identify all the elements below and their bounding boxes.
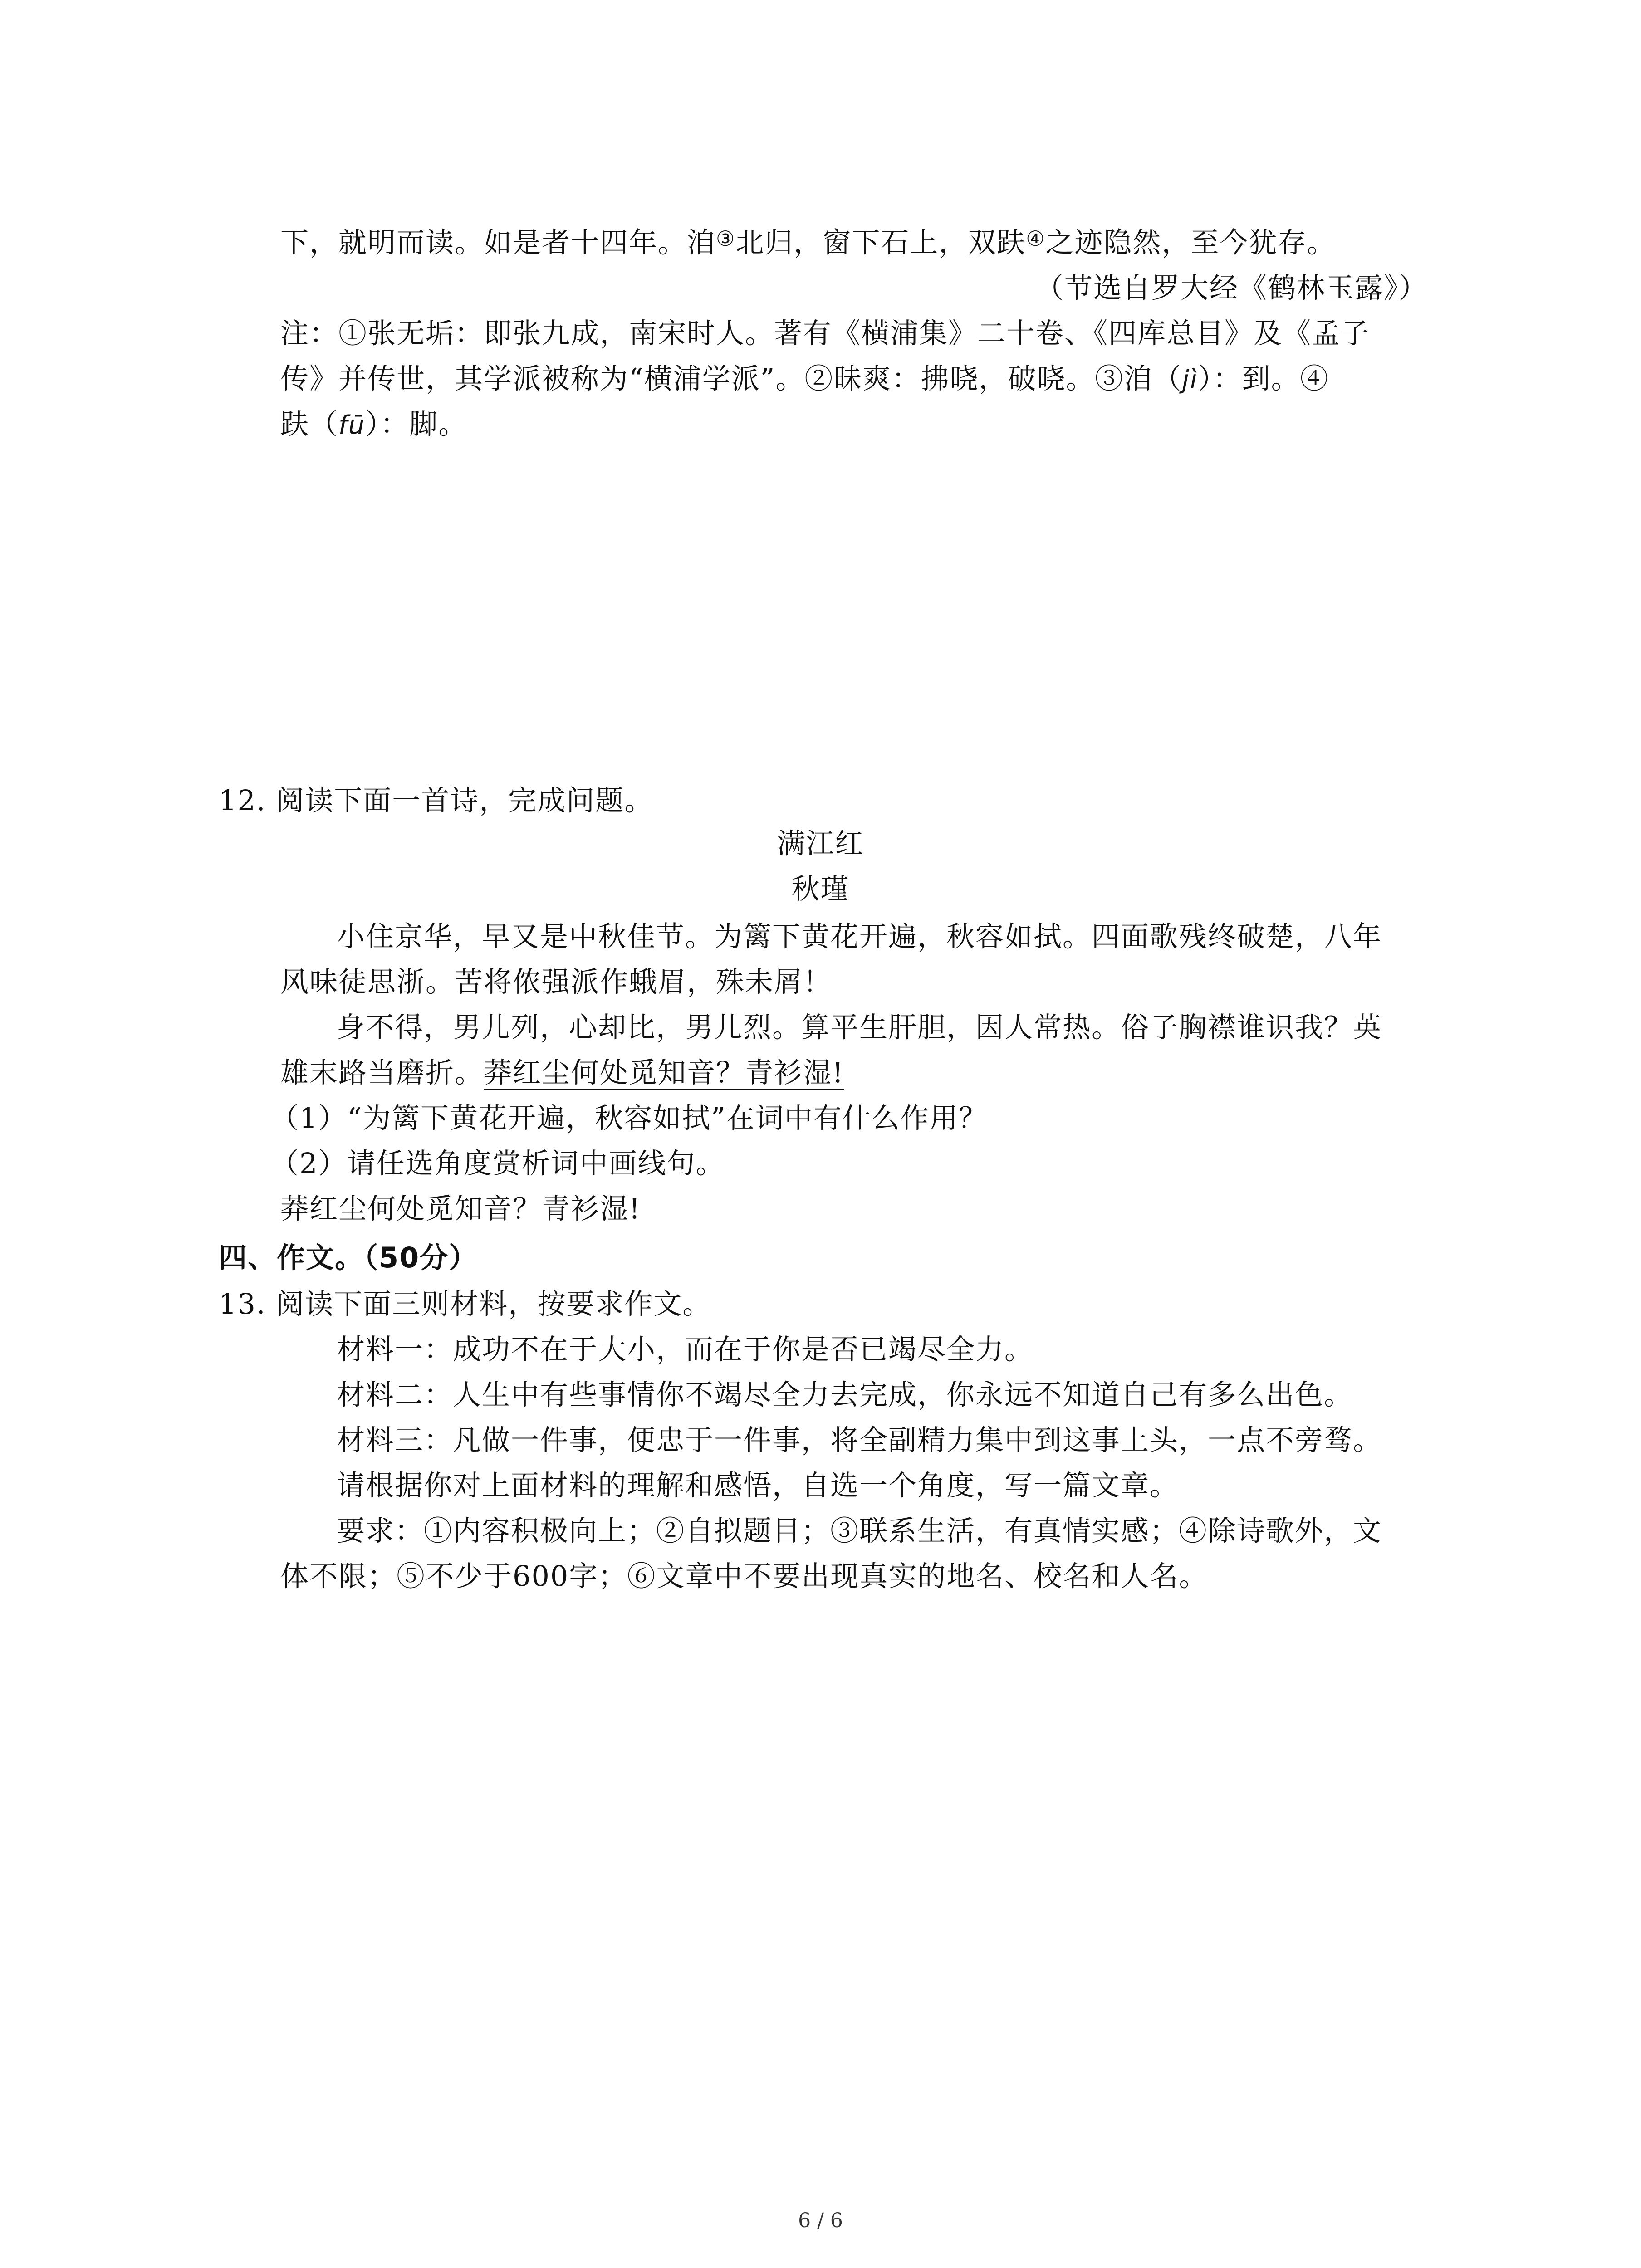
pinyin-fu: fū: [338, 411, 366, 440]
question-13-prompt: 13. 阅读下面三则材料，按要求作文。: [219, 1287, 712, 1320]
material-2: 材料二：人生中有些事情你不竭尽全力去完成，你永远不知道自己有多么出色。: [337, 1378, 1353, 1411]
notes-text: ）：到。④: [1198, 362, 1329, 395]
notes-line-3: [280, 404, 467, 446]
poem-stanza1-line2: 风味徒思浙。苦将侬强派作蛾眉，殊未屑！: [280, 965, 833, 998]
passage-text-segment: 之迹隐然，至今犹存。: [1045, 226, 1336, 259]
notes-text: 趺（: [280, 407, 339, 440]
poem-title: 满江红: [777, 827, 864, 860]
question-12-prompt: 12. 阅读下面一首诗，完成问题。: [219, 784, 654, 817]
essay-instruction: 请根据你对上面材料的理解和感悟，自选一个角度，写一篇文章。: [337, 1469, 1179, 1502]
question-12-sub2-quote: 莽红尘何处觅知音？青衫湿!: [280, 1192, 641, 1225]
footnote-marker: ④: [1026, 226, 1046, 251]
poem-author: 秋瑾: [791, 872, 850, 905]
footnote-marker: ③: [716, 226, 736, 251]
question-12-sub2: （2）请任选角度赏析词中画线句。: [270, 1147, 725, 1180]
notes-text: ）：脚。: [365, 407, 468, 440]
passage-text-segment: 下，就明而读。如是者十四年。洎: [280, 226, 716, 259]
passage-text-segment: 北归，窗下石上，双趺: [735, 226, 1026, 259]
notes-text: 传》并传世，其学派被称为“横浦学派”。②昧爽：拂晓，破晓。③洎（: [280, 362, 1182, 395]
notes-line-2: [280, 358, 1329, 401]
pinyin-ji: jì: [1182, 365, 1198, 395]
poem-stanza1-line1: 小住京华，早又是中秋佳节。为篱下黄花开遍，秋容如拭。四面歌残终破楚，八年: [337, 920, 1382, 953]
passage-source: （节选自罗大经《鹤林玉露》）: [1035, 271, 1428, 304]
question-12-sub1: （1）“为篱下黄花开遍，秋容如拭”在词中有什么作用？: [270, 1101, 988, 1134]
section-4-heading: 四、作文。（50分）: [219, 1241, 478, 1274]
poem-stanza2-line1: 身不得，男儿列，心却比，男儿烈。算平生肝胆，因人常热。俗子胸襟谁识我？英: [337, 1011, 1382, 1044]
essay-requirements-line2: 体不限；⑤不少于600字；⑥文章中不要出现真实的地名、校名和人名。: [280, 1559, 1208, 1593]
passage-last-line: [280, 222, 1336, 265]
poem-stanza2-line2: [280, 1052, 844, 1093]
notes-line-1: 注：①张无垢：即张九成，南宋时人。著有《横浦集》二十卷、《四库总目》及《孟子: [280, 317, 1370, 350]
essay-requirements-line1: 要求：①内容积极向上；②自拟题目；③联系生活，有真情实感；④除诗歌外，文: [337, 1514, 1382, 1547]
page-number: 6 / 6: [798, 2209, 843, 2232]
underlined-line: 莽红尘何处觅知音？青衫湿!: [484, 1056, 844, 1089]
material-3: 材料三：凡做一件事，便忠于一件事，将全副精力集中到这事上头，一点不旁骛。: [337, 1423, 1382, 1457]
poem-text: 雄末路当磨折。: [280, 1056, 484, 1089]
material-1: 材料一：成功不在于大小，而在于你是否已竭尽全力。: [337, 1333, 1034, 1366]
